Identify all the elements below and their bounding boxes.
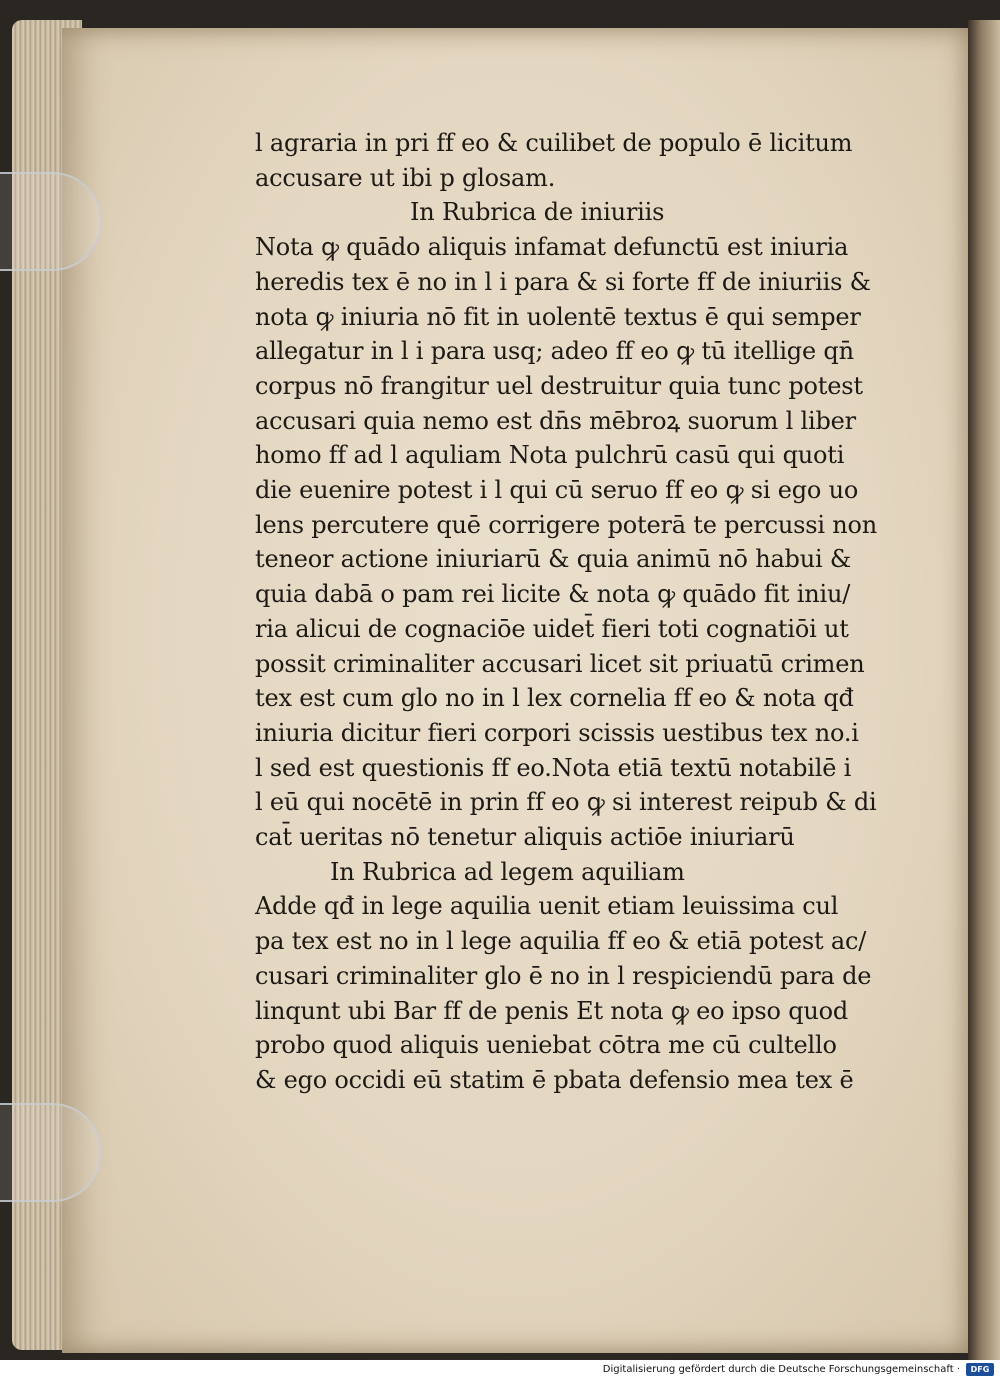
- text-line: cat̄ ueritas nō tenetur aliquis actiōe iniuriarū: [255, 823, 795, 852]
- facing-page-edge: [968, 20, 1000, 1360]
- page-clip-top: [0, 172, 102, 271]
- text-line: l sed est questionis ff eo.Nota etiā textū notabilē i: [255, 753, 852, 782]
- text-line: teneor actione iniuriarū & quia animū nō habui &: [255, 545, 852, 574]
- text-line: cusari criminaliter glo ē no in l respiciendū para de: [255, 961, 872, 990]
- footer-bar: [0, 1360, 1000, 1380]
- text-line: possit criminaliter accusari licet sit priuatū crimen: [255, 649, 865, 678]
- text-line: & ego occidi eū statim ē pbata defensio mea tex ē: [255, 1065, 854, 1094]
- section-heading: In Rubrica ad legem aquiliam: [330, 857, 685, 886]
- page-clip-bottom: [0, 1103, 102, 1202]
- text-line: corpus nō frangitur uel destruitur quia tunc potest: [255, 371, 863, 400]
- page-text: [255, 126, 875, 1098]
- text-line: l eū qui nocētē in prin ff eo ꝙ si interest reipub & di: [255, 788, 877, 817]
- text-line: lens percutere quē corrigere poterā te percussi non: [255, 510, 877, 539]
- text-line: allegatur in l i para usq; adeo ff eo ꝙ tū itellige qn̄: [255, 337, 854, 366]
- dfg-logo[interactable]: DFG: [966, 1363, 994, 1376]
- text-line: heredis tex ē no in l i para & si forte ff de iniuriis &: [255, 267, 871, 296]
- text-line: quia dabā o pam rei licite & nota ꝙ quādo fit iniu/: [255, 580, 851, 609]
- text-line: accusari quia nemo est dn̄s mēbroꝝ suorum l liber: [255, 406, 856, 435]
- text-line: l agraria in pri ff eo & cuilibet de populo ē licitum: [255, 129, 853, 157]
- funding-credit: Digitalisierung gefördert durch die Deutsche Forschungsgemeinschaft ·: [602, 1364, 960, 1375]
- text-line: pa tex est no in l lege aquilia ff eo & etiā potest ac/: [255, 927, 867, 956]
- text-line: ria alicui de cognaciōe uidet̄ fieri toti cognatiōi ut: [255, 614, 849, 643]
- text-line: tex est cum glo no in l lex cornelia ff eo & nota qđ: [255, 684, 854, 713]
- text-line: nota ꝙ iniuria nō fit in uolentē textus ē qui semper: [255, 302, 861, 331]
- text-line: homo ff ad l aquliam Nota pulchrū casū qui quoti: [255, 441, 845, 470]
- text-line: die euenire potest i l qui cū seruo ff eo ꝙ si ego uo: [255, 476, 859, 505]
- text-line: probo quod aliquis ueniebat cōtra me cū cultello: [255, 1031, 837, 1060]
- text-line: iniuria dicitur fieri corpori scissis uestibus tex no.i: [255, 718, 859, 747]
- text-line: Adde qđ in lege aquilia uenit etiam leuissima cul: [255, 892, 839, 921]
- section-heading: In Rubrica de iniuriis: [410, 198, 665, 227]
- text-line: accusare ut ibi p glosam.: [255, 163, 556, 192]
- text-line: linqunt ubi Bar ff de penis Et nota ꝙ eo ipso quod: [255, 996, 849, 1025]
- text-line: Nota ꝙ quādo aliquis infamat defunctū est iniuria: [255, 233, 849, 262]
